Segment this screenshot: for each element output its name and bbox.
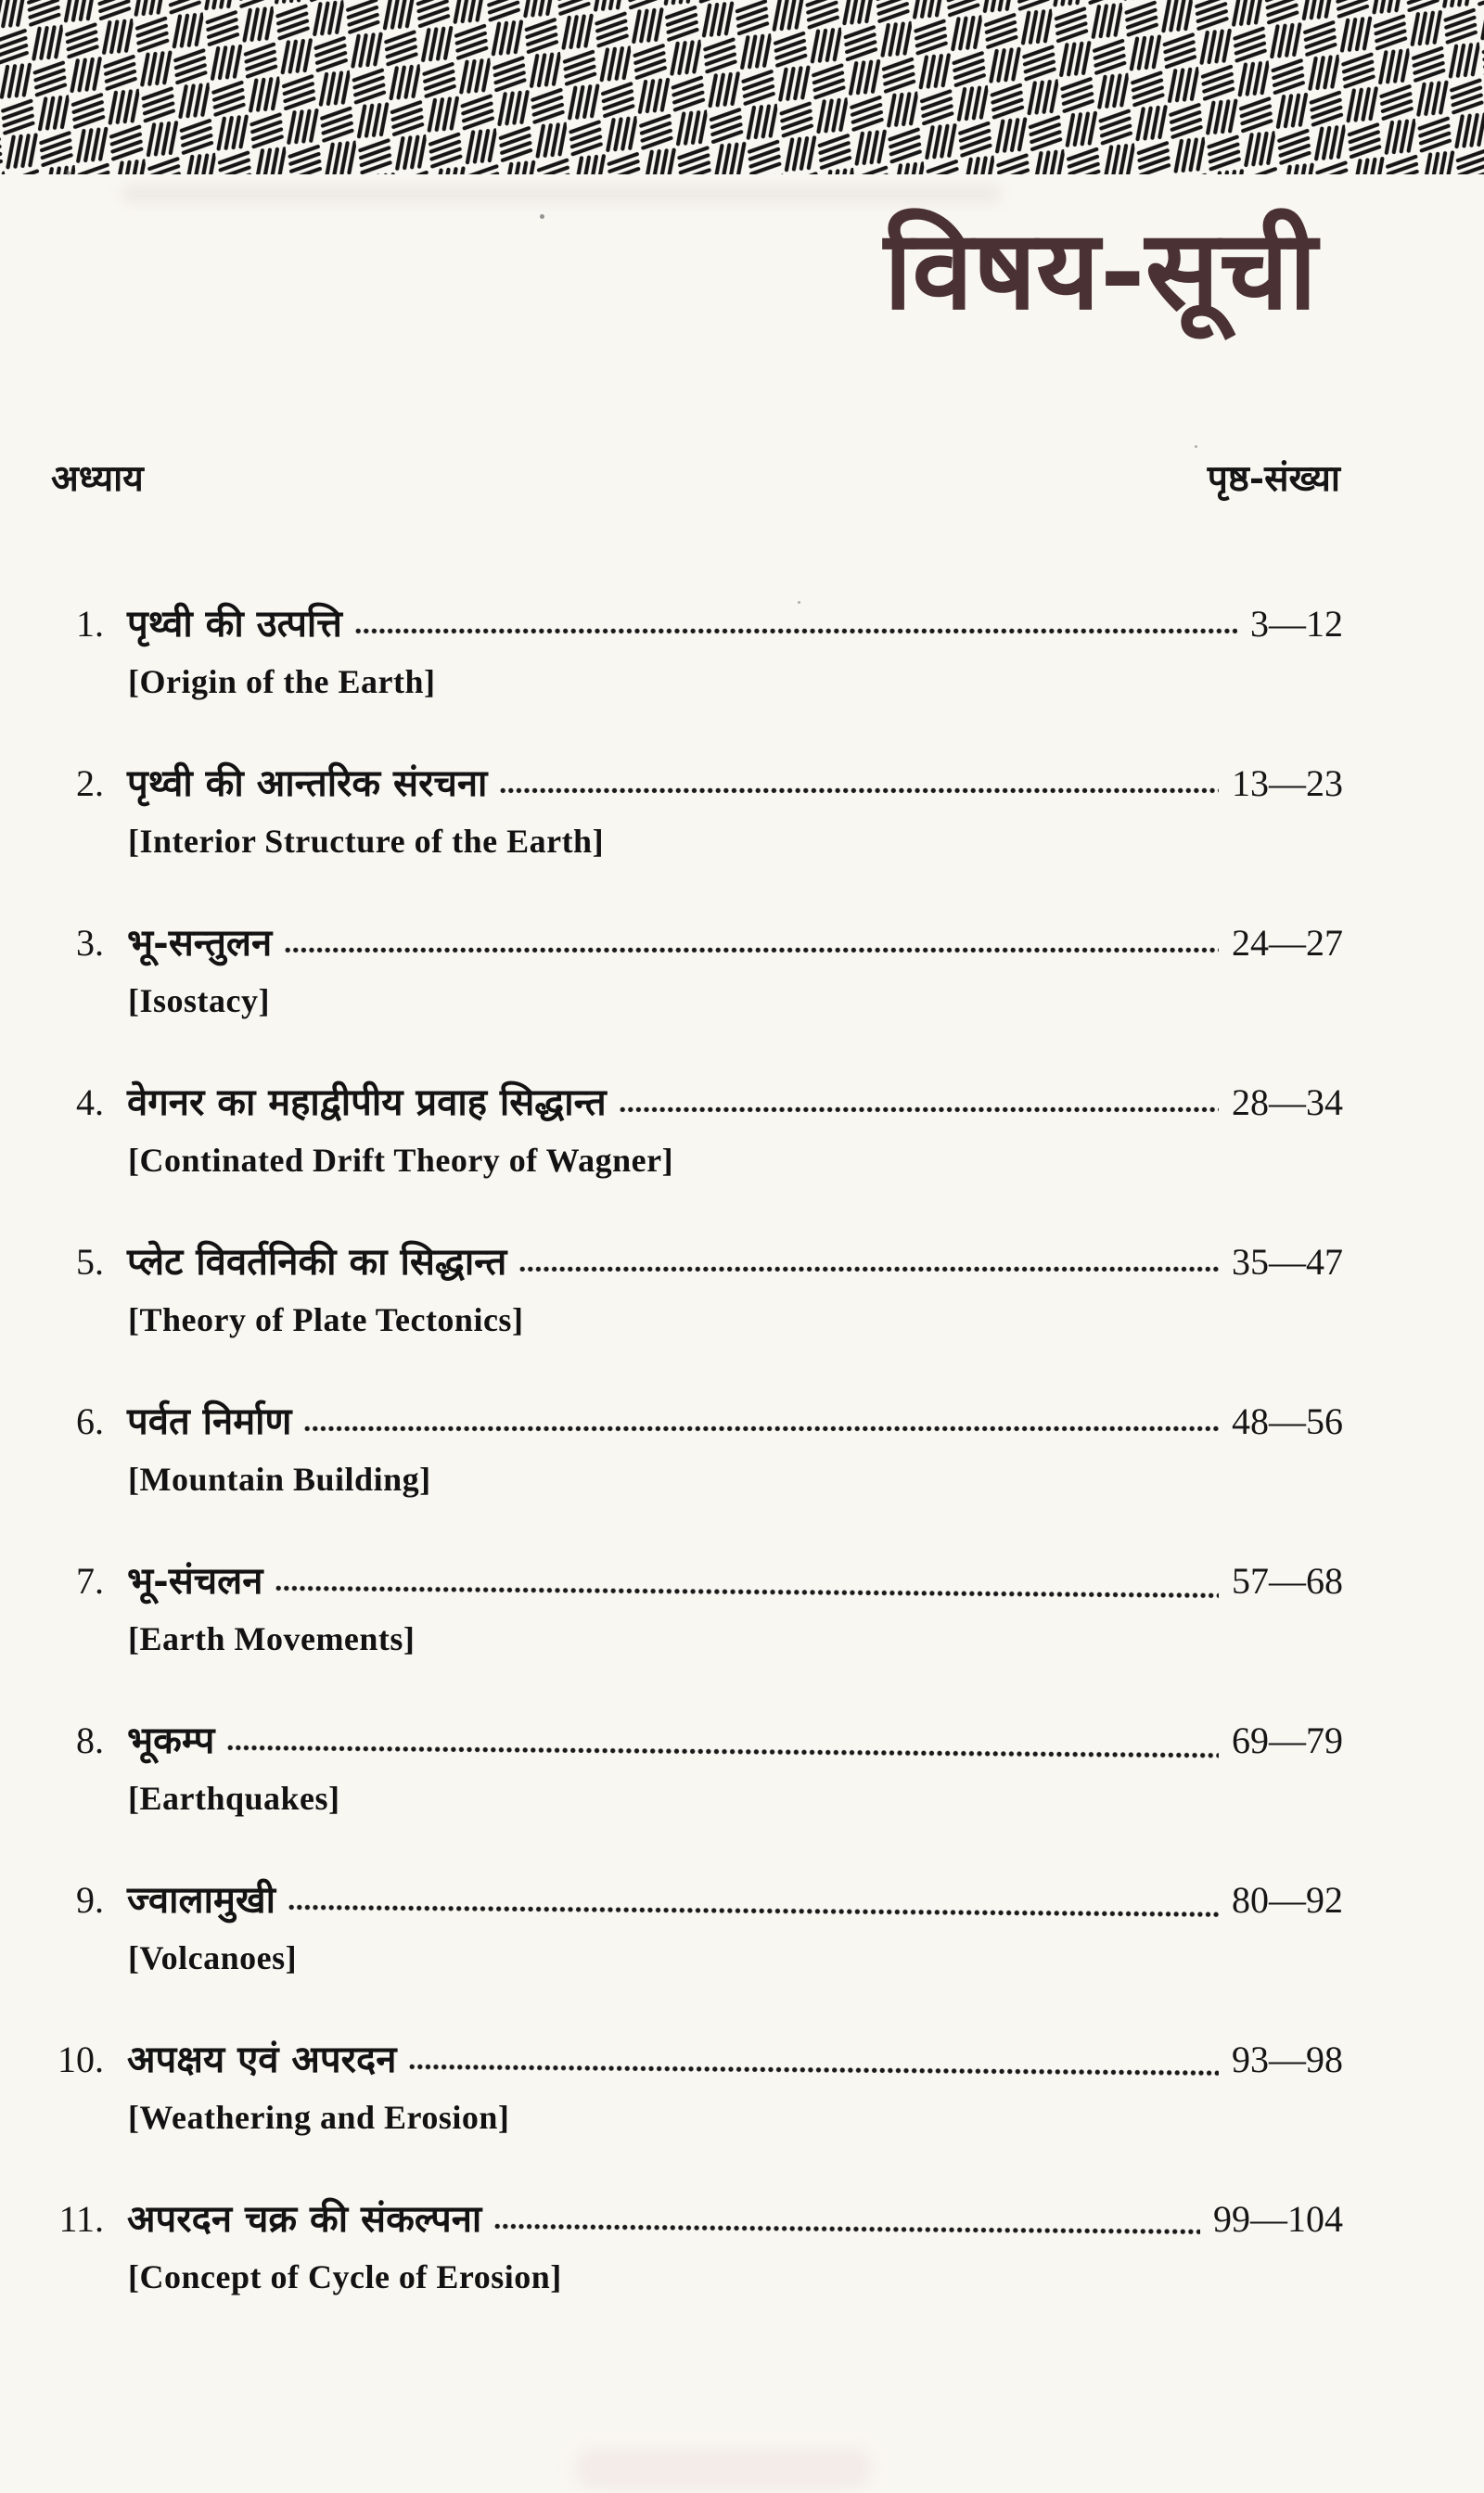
column-header-row <box>51 453 1340 502</box>
toc-item <box>0 1556 1484 1660</box>
hatch-pattern-svg <box>0 0 1484 174</box>
dotted-leader <box>506 1272 1226 1274</box>
chapter-title-english: [Concept of Cycle of Erosion] <box>128 2258 562 2295</box>
chapter-title-hindi: प्लेट विवर्तनिकी का सिद्धान्त <box>127 1240 507 1284</box>
dotted-leader <box>607 1113 1226 1115</box>
chapter-title-english: [Mountain Building] <box>128 1461 431 1498</box>
dotted-leader <box>396 2070 1226 2072</box>
chapter-number: 4. <box>76 1081 104 1123</box>
toc-item-line <box>0 1556 1484 1606</box>
dotted-leader <box>275 1911 1226 1912</box>
chapter-title-english: [Isostacy] <box>128 982 270 1019</box>
chapter-title-english: [Weathering and Erosion] <box>128 2099 510 2136</box>
chapter-number: 10. <box>58 2039 104 2080</box>
chapter-number: 8. <box>76 1720 104 1761</box>
toc-item-line <box>0 2194 1484 2244</box>
page-range: 69—79 <box>1232 1720 1343 1761</box>
hatch-pattern-banner <box>0 0 1484 174</box>
toc-item <box>0 1397 1484 1501</box>
chapter-title-hindi: वेगनर का महाद्वीपीय प्रवाह सिद्धान्त <box>127 1080 607 1124</box>
page-range: 57—68 <box>1232 1560 1343 1602</box>
chapter-column-label: अध्याय <box>51 457 144 500</box>
chapter-title-hindi: पर्वत निर्माण <box>127 1400 292 1443</box>
toc-item-line <box>0 1078 1484 1128</box>
page-number-column-label: पृष्ठ-संख्या <box>1207 457 1340 500</box>
dotted-leader <box>214 1751 1226 1753</box>
page-range: 28—34 <box>1232 1081 1343 1123</box>
dotted-leader <box>481 2230 1208 2231</box>
chapter-number: 5. <box>76 1241 104 1283</box>
dotted-leader <box>272 953 1226 955</box>
dotted-leader <box>487 794 1226 796</box>
chapter-number: 6. <box>76 1400 104 1442</box>
chapter-title-hindi: भू-सन्तुलन <box>127 921 273 965</box>
chapter-number: 3. <box>76 922 104 964</box>
page-title: विषय-सूची <box>883 205 1317 334</box>
toc-item <box>0 1716 1484 1820</box>
chapter-number: 11. <box>58 2198 104 2240</box>
chapter-number: 1. <box>76 603 104 645</box>
scan-smudge <box>575 2448 872 2489</box>
page-range: 35—47 <box>1232 1241 1343 1283</box>
chapter-title-english: [Origin of the Earth] <box>128 663 436 700</box>
chapter-title-hindi: पृथ्वी की उत्पत्ति <box>127 602 342 646</box>
scan-speck <box>1195 445 1197 448</box>
chapter-title-english: [Interior Structure of the Earth] <box>128 823 605 860</box>
chapter-title-hindi: भूकम्प <box>127 1719 215 1762</box>
scan-smudge <box>121 184 1002 204</box>
page-range: 99—104 <box>1213 2198 1343 2240</box>
chapter-title-hindi: भू-संचलन <box>127 1559 263 1603</box>
dotted-leader <box>291 1432 1226 1434</box>
toc-item-line <box>0 599 1484 649</box>
chapter-title-hindi: ज्वालामुखी <box>127 1878 275 1922</box>
toc-item-line <box>0 1875 1484 1925</box>
page-range: 93—98 <box>1232 2039 1343 2080</box>
toc-item-line <box>0 2035 1484 2085</box>
page-range: 48—56 <box>1232 1400 1343 1442</box>
page-range: 80—92 <box>1232 1879 1343 1921</box>
toc-list <box>0 599 1484 2354</box>
chapter-title-english: [Volcanoes] <box>128 1939 298 1976</box>
toc-item <box>0 2194 1484 2298</box>
toc-item <box>0 1237 1484 1341</box>
toc-item-line <box>0 1716 1484 1766</box>
chapter-title-hindi: अपरदन चक्र की संकल्पना <box>127 2197 482 2241</box>
dotted-leader <box>262 1592 1226 1593</box>
page-range: 13—23 <box>1232 762 1343 804</box>
chapter-title-english: [Earth Movements] <box>128 1620 416 1657</box>
dotted-leader <box>342 634 1245 636</box>
chapter-title-english: [Theory of Plate Tectonics] <box>128 1301 524 1338</box>
toc-item <box>0 599 1484 703</box>
chapter-number: 7. <box>76 1560 104 1602</box>
toc-item <box>0 2035 1484 2139</box>
toc-item-line <box>0 1237 1484 1287</box>
page-range: 3—12 <box>1250 603 1343 645</box>
chapter-number: 2. <box>76 762 104 804</box>
toc-item-line <box>0 759 1484 809</box>
toc-item <box>0 759 1484 863</box>
chapter-title-hindi: अपक्षय एवं अपरदन <box>127 2038 397 2081</box>
chapter-title-hindi: पृथ्वी की आन्तरिक संरचना <box>127 761 488 805</box>
toc-item-line <box>0 1397 1484 1447</box>
chapter-title-english: [Earthquakes] <box>128 1780 340 1817</box>
toc-item <box>0 1875 1484 1979</box>
page-range: 24—27 <box>1232 922 1343 964</box>
chapter-number: 9. <box>76 1879 104 1921</box>
toc-item-line <box>0 918 1484 968</box>
chapter-title-english: [Continated Drift Theory of Wagner] <box>128 1142 674 1179</box>
toc-item <box>0 918 1484 1022</box>
scan-speck <box>540 214 544 219</box>
toc-item <box>0 1078 1484 1182</box>
